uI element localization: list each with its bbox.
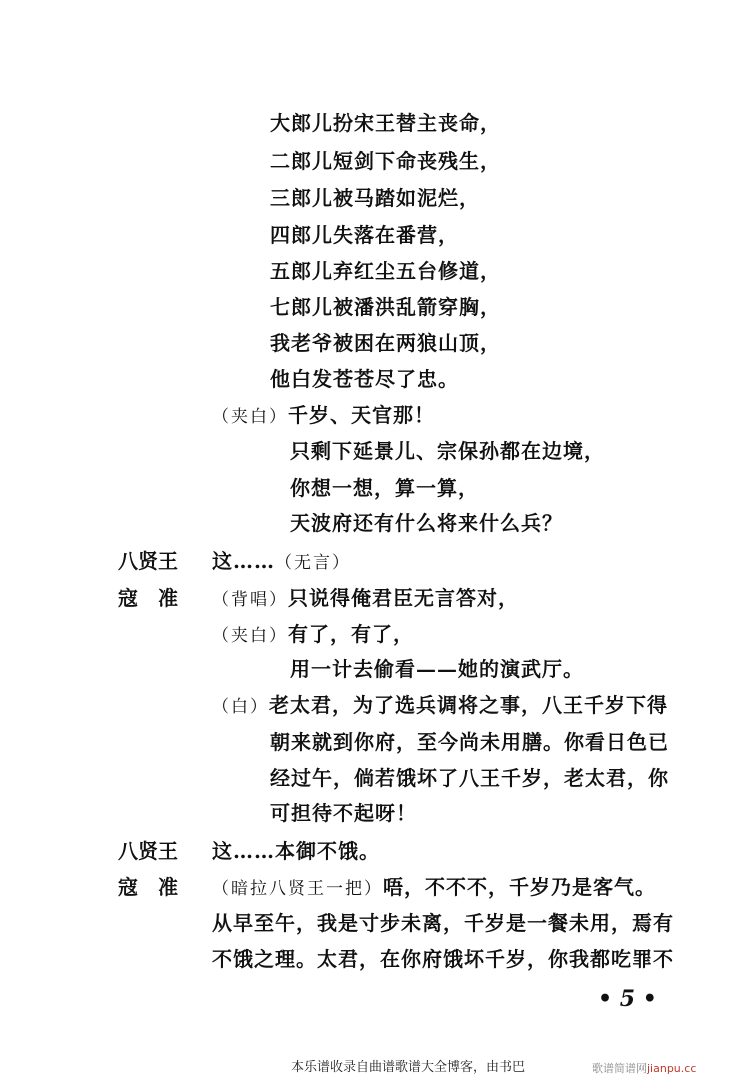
verse-line: 你想一想，算一算， — [290, 476, 479, 500]
verse-line: 我老爷被困在两狼山顶， — [270, 331, 501, 355]
stage-note: （暗拉八贤王一把） — [212, 879, 383, 899]
dialogue-line — [212, 874, 656, 902]
jiabai-line — [212, 402, 435, 430]
jiabai-line — [212, 621, 414, 649]
watermark — [592, 1060, 696, 1076]
verse-line: 五郎儿弃红尘五台修道， — [270, 259, 501, 283]
dialogue-line — [212, 548, 351, 576]
verse-line: 四郎儿失落在番营， — [270, 223, 459, 247]
dialogue-line: 这……本御不饿。 — [212, 839, 380, 863]
stage-note: （背唱） — [212, 590, 288, 610]
verse-line: 大郎儿扮宋王替主丧命， — [270, 111, 501, 135]
stage-note: （夹白） — [212, 407, 288, 427]
verse-line: 三郎儿被马踏如泥烂， — [270, 186, 480, 210]
dialogue-continuation: 朝来就到你府，至今尚未用膳。你看日色已 — [270, 730, 669, 754]
dialogue-line — [212, 585, 519, 613]
dialogue-text: 唔，不不不，千岁乃是客气。 — [383, 875, 656, 899]
verse-line: 天波府还有什么将来什么兵？ — [290, 511, 563, 535]
verse-line: 二郎儿短剑下命丧残生， — [270, 149, 501, 173]
stage-note: （夹白） — [212, 626, 288, 646]
dialogue-text: 有了，有了， — [288, 622, 414, 646]
page-number: • 5 • — [598, 986, 657, 1012]
speaker-name: 八贤王 — [118, 839, 178, 863]
verse-line: 七郎儿被潘洪乱箭穿胸， — [270, 295, 501, 319]
speaker-name: 八贤王 — [118, 549, 178, 573]
verse-line: 只剩下延景儿、宗保孙都在边境， — [290, 439, 605, 463]
dialogue-text: 千岁、天官那！ — [288, 403, 435, 427]
stage-note: （无言） — [275, 553, 351, 573]
dialogue-continuation: 可担待不起呀！ — [270, 801, 417, 825]
dialogue-continuation: 经过午，倘若饿坏了八王千岁，老太君，你 — [270, 766, 669, 790]
dialogue-line — [212, 692, 668, 720]
speaker-name: 寇 准 — [118, 875, 178, 899]
dialogue-text: 这…… — [212, 549, 275, 573]
dialogue-continuation: 不饿之理。太君，在你府饿坏千岁，你我都吃罪不 — [212, 947, 674, 971]
verse-line: 用一计去偷看——她的演武厅。 — [290, 657, 584, 681]
watermark-en: jianpu.cc — [647, 1062, 697, 1075]
verse-line: 他白发苍苍尽了忠。 — [270, 367, 459, 391]
speaker-name: 寇 准 — [118, 586, 178, 610]
dialogue-text: 只说得俺君臣无言答对， — [288, 586, 519, 610]
dialogue-continuation: 从早至午，我是寸步未离，千岁是一餐未用，焉有 — [212, 911, 674, 935]
watermark-cn: 歌谱简谱网 — [592, 1062, 647, 1075]
dialogue-text: 老太君，为了选兵调将之事，八王千岁下得 — [269, 693, 668, 717]
footer-note: 本乐谱收录自曲谱歌谱大全博客，由书巴 — [291, 1060, 526, 1075]
stage-note: （白） — [212, 697, 269, 717]
